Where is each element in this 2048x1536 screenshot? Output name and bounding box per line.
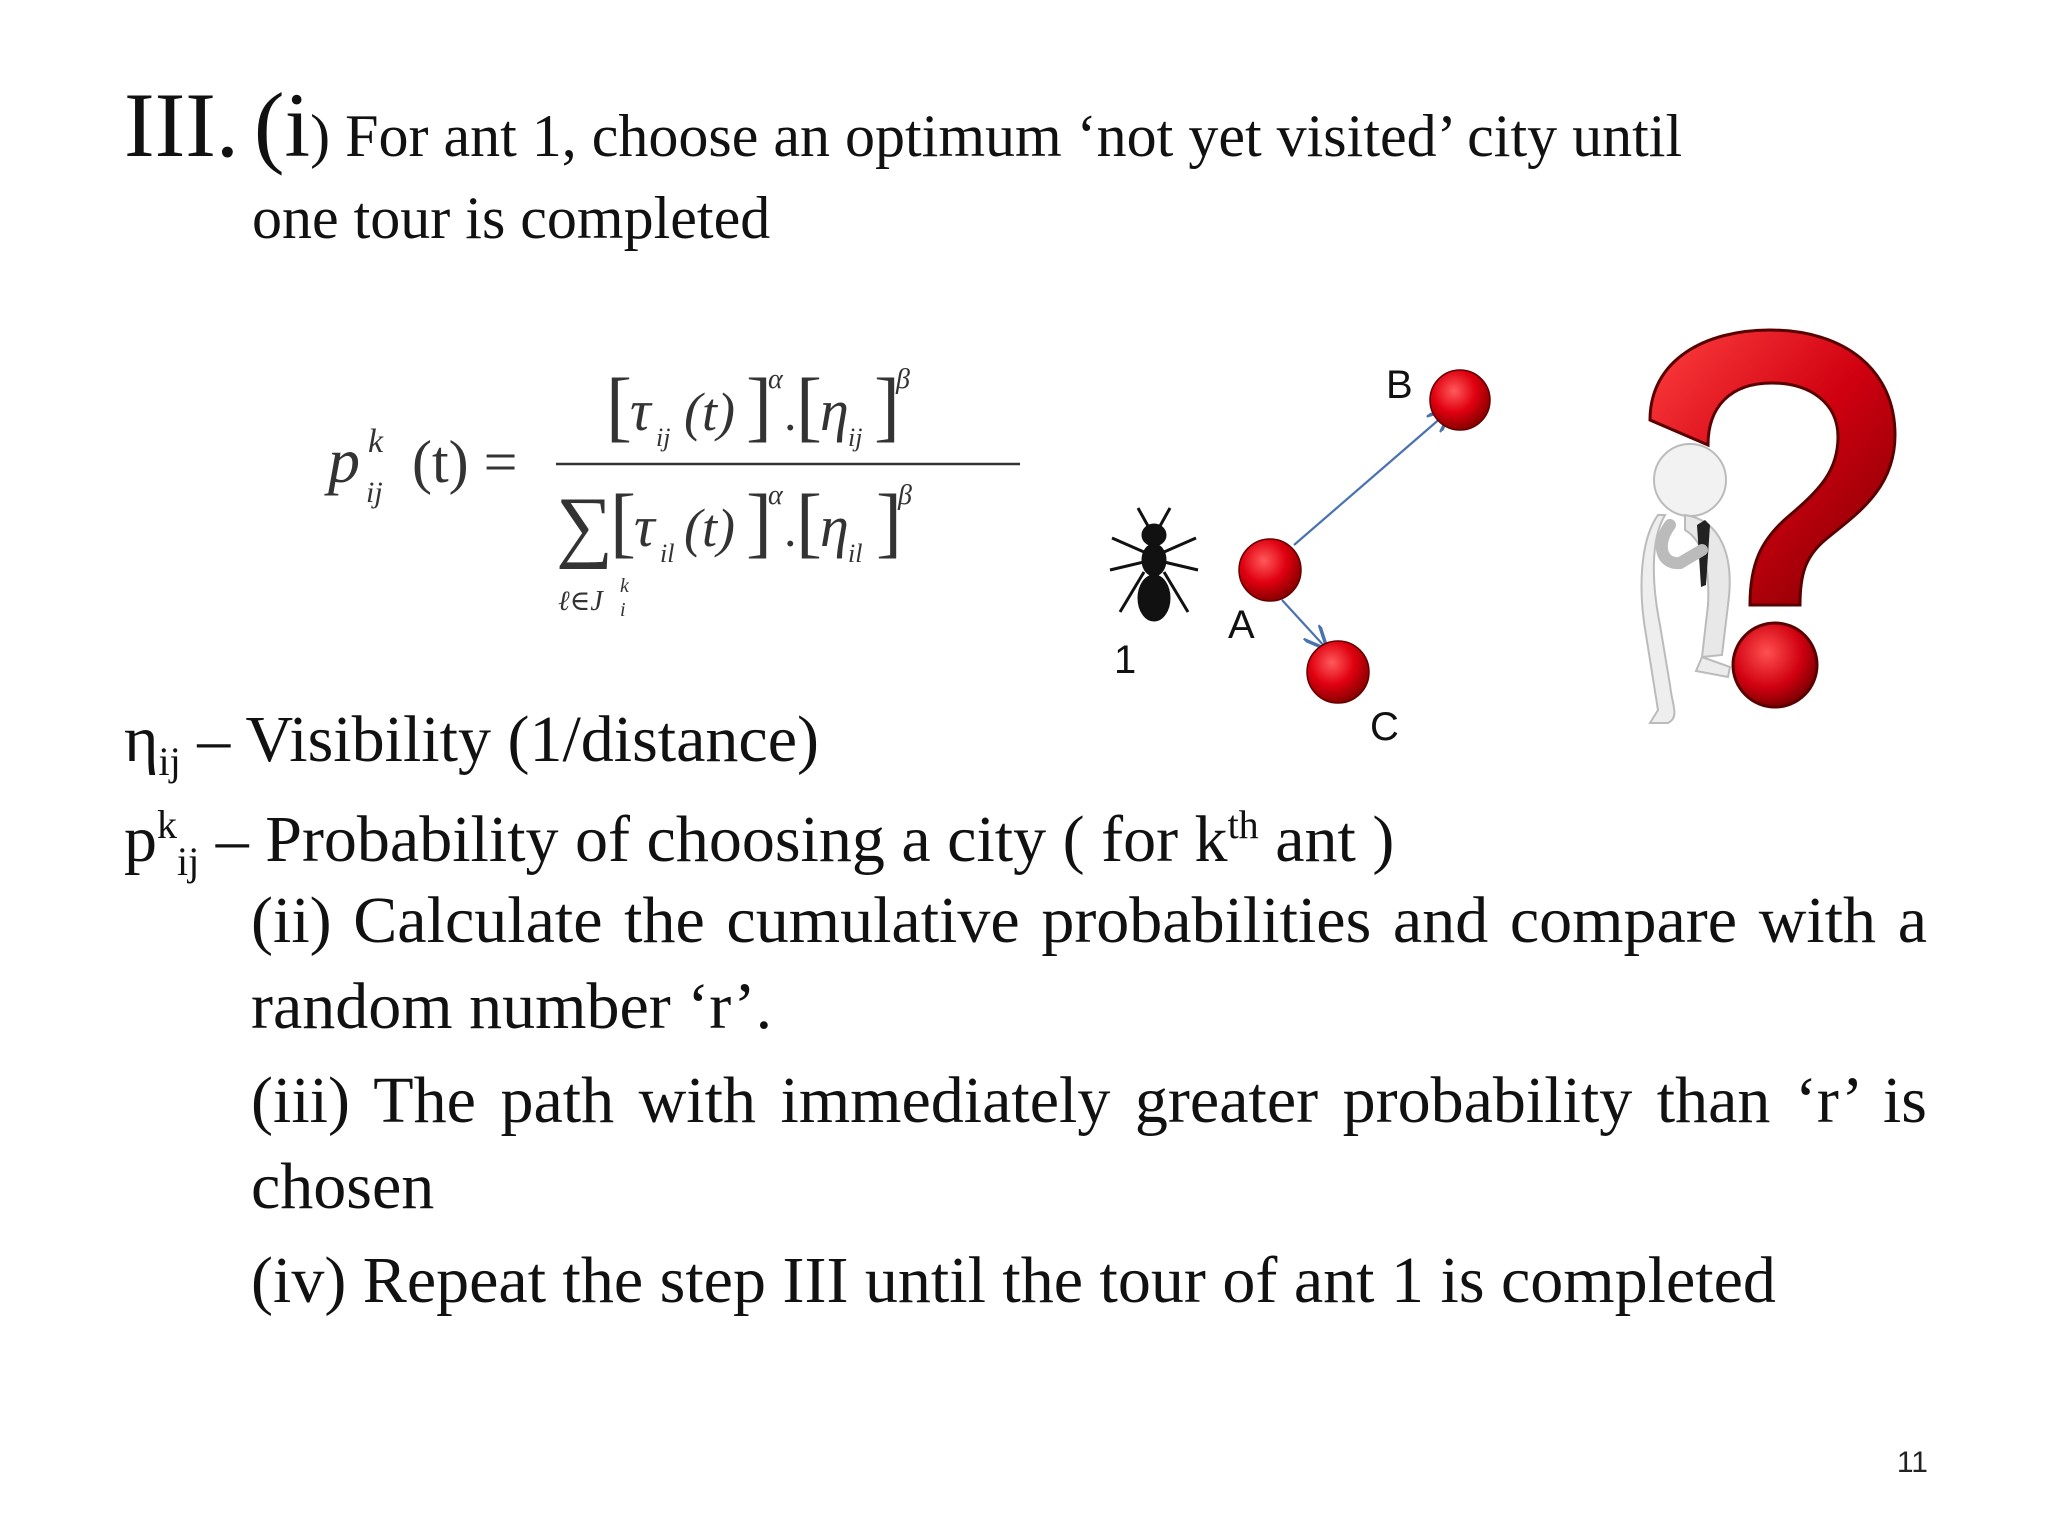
bracket-open: [: [606, 362, 632, 449]
sum-index-sup: k: [620, 575, 629, 597]
num-dot: .: [784, 385, 797, 441]
step-number: III.: [124, 74, 239, 176]
eta-text: – Visibility (1/distance): [180, 703, 819, 776]
p-text-before: – Probability of choosing a city ( for k: [199, 803, 1228, 876]
den-beta: β: [898, 480, 912, 511]
heading-line-1: ) For ant 1, choose an optimum ‘not yet visited’ city until: [310, 103, 1683, 169]
eta-definition: [124, 690, 1624, 790]
num-t: (t): [684, 382, 735, 442]
p-superscript: k: [157, 802, 177, 847]
sum-index-sub: i: [620, 599, 626, 621]
definitions: [124, 690, 1624, 890]
eta-symbol: η: [124, 703, 159, 776]
bracket-close: ]: [746, 362, 772, 449]
den-bracket-close: ]: [746, 478, 772, 565]
substep-marker: (i: [253, 74, 311, 176]
city-label-b: B: [1386, 363, 1413, 407]
slide-heading: [124, 74, 1984, 259]
den-tau-sub: il: [660, 539, 675, 568]
thinking-person-icon: [1642, 444, 1730, 723]
den-eta: η: [820, 494, 849, 559]
ant-label: 1: [1114, 638, 1137, 682]
num-eta-sub: ij: [848, 423, 863, 452]
question-mark-figure: [1610, 325, 2010, 725]
den-bracket-open: [: [610, 478, 636, 565]
den-bracket-close-2: ]: [876, 478, 902, 565]
formula-lhs-p: p: [328, 425, 360, 496]
step-iv: (iv) Repeat the step III until the tour of ant 1 is completed: [251, 1244, 1776, 1317]
city-label-a: A: [1228, 603, 1255, 647]
steps-list: [251, 878, 1927, 1332]
p-symbol: p: [124, 803, 157, 876]
page-number: 11: [1896, 1446, 1928, 1479]
bracket-open-2: [: [796, 362, 822, 449]
num-tau: τ: [630, 378, 651, 443]
city-label-c: C: [1370, 705, 1399, 749]
num-eta: η: [820, 378, 849, 443]
formula-lhs-arg: (t) =: [412, 429, 518, 495]
ant-icon: [1110, 508, 1198, 620]
num-tau-sub: ij: [656, 423, 671, 452]
sum-symbol: ∑: [556, 482, 614, 570]
heading-line-2: one tour is completed: [252, 185, 771, 251]
probability-formula: [320, 352, 1040, 622]
den-eta-sub: il: [848, 539, 863, 568]
bracket-close-2: ]: [874, 362, 900, 449]
den-alpha: α: [768, 480, 783, 511]
arrow-a-to-c: [1282, 600, 1326, 648]
probability-definition: [124, 790, 1624, 890]
sum-index: ℓ∈J: [558, 586, 603, 617]
p-text-after: ant ): [1258, 803, 1395, 876]
formula-lhs-k: k: [368, 423, 384, 460]
num-beta: β: [896, 364, 910, 395]
p-th: th: [1227, 802, 1259, 847]
den-dot: .: [784, 501, 797, 557]
step-ii: (ii) Calculate the cumulative probabilities and compare with a random number ‘r’.: [251, 884, 1927, 1043]
arrow-a-to-b: [1294, 410, 1450, 545]
step-iii: (iii) The path with immediately greater probability than ‘r’ is chosen: [251, 1064, 1927, 1223]
num-alpha: α: [768, 364, 783, 395]
den-bracket-open-2: [: [796, 478, 822, 565]
p-subscript: ij: [177, 839, 200, 885]
city-node-a: [1239, 539, 1301, 601]
city-node-b: [1430, 370, 1490, 430]
eta-subscript: ij: [158, 739, 181, 785]
den-t: (t): [684, 498, 735, 558]
den-tau: τ: [634, 494, 655, 559]
formula-lhs-ij: ij: [366, 476, 383, 509]
